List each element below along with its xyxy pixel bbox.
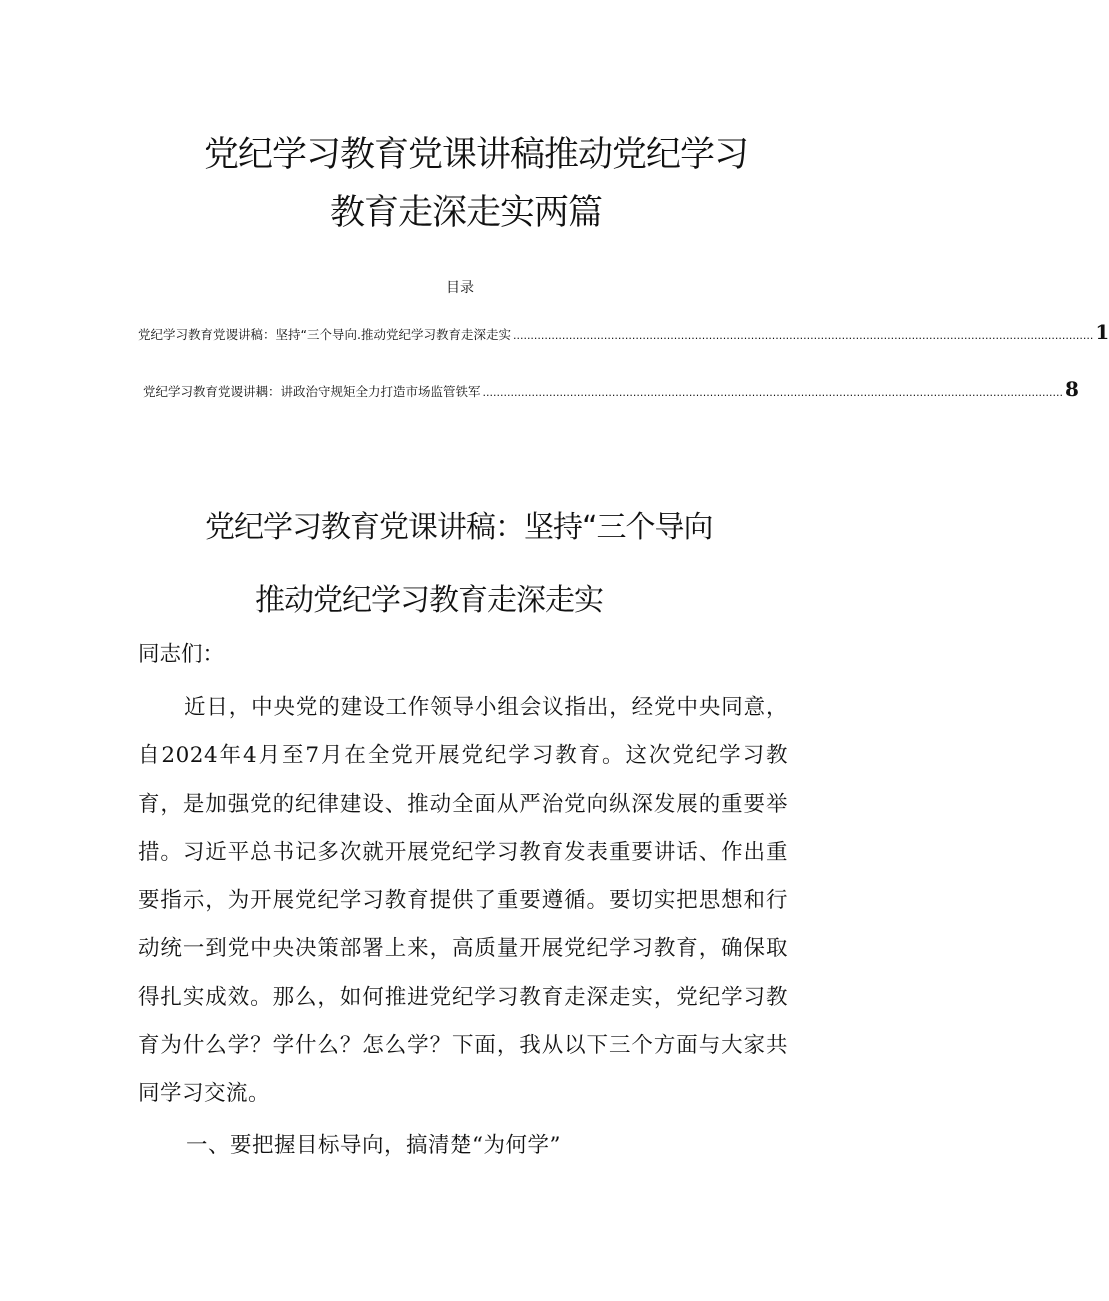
toc-heading: 目录	[446, 280, 474, 296]
section-title-line-1: 党纪学习教育党课讲稿：坚持“三个导向	[205, 510, 713, 545]
toc-leader-dots: ......................................................................................................................................................................	[482, 386, 1063, 399]
toc-entry-text: 党纪学习教育党谡讲稿：坚持“三个导向.推动党纪学习教育走深走实	[138, 327, 511, 342]
toc-page-number: 8	[1064, 377, 1079, 401]
toc-entry-text: 党纪学习教育党谡讲耦：讲政治守规矩全力打造市场监管铁军	[143, 384, 481, 399]
subsection-heading-1: 一、要把握目标导向，搞清楚“为何学”	[186, 1133, 561, 1158]
document-title-line-2: 教育走深走实两篇	[329, 193, 602, 233]
salutation: 同志们：	[138, 642, 225, 667]
toc-page-number: 1	[1095, 320, 1109, 344]
body-paragraph-1: 近日，中央党的建设工作领导小组会议指出，经党中央同意，自2024年4月至7月在全党开展党纪学习教育。这次党纪学习教育，是加强党的纪律建设、推动全面从严治党向纵深发展的重要举措。习近平总书记多次就开展党纪学习教育发表重要讲话、作出重要指示，为开展党纪学习教育提供了重要遵循。要切实把思想和行动统一到党中央决策部署上来，高质量开展党纪学习教育，确保取得扎实成效。那么，如何推进党纪学习教育走深走实，党纪学习教育为什么学？学什么？怎么学？下面，我从以下三个方面与大家共同学习交流。	[138, 695, 788, 1107]
section-title-line-2: 推动党纪学习教育走深走实	[255, 583, 603, 618]
toc-leader-dots: ......................................................................................................................................................................	[512, 329, 1094, 342]
toc-entry-2[interactable]	[143, 377, 1079, 401]
toc-entry-1[interactable]	[138, 320, 1109, 344]
document-title-line-1: 党纪学习教育党课讲稿推动党纪学习	[203, 135, 748, 175]
